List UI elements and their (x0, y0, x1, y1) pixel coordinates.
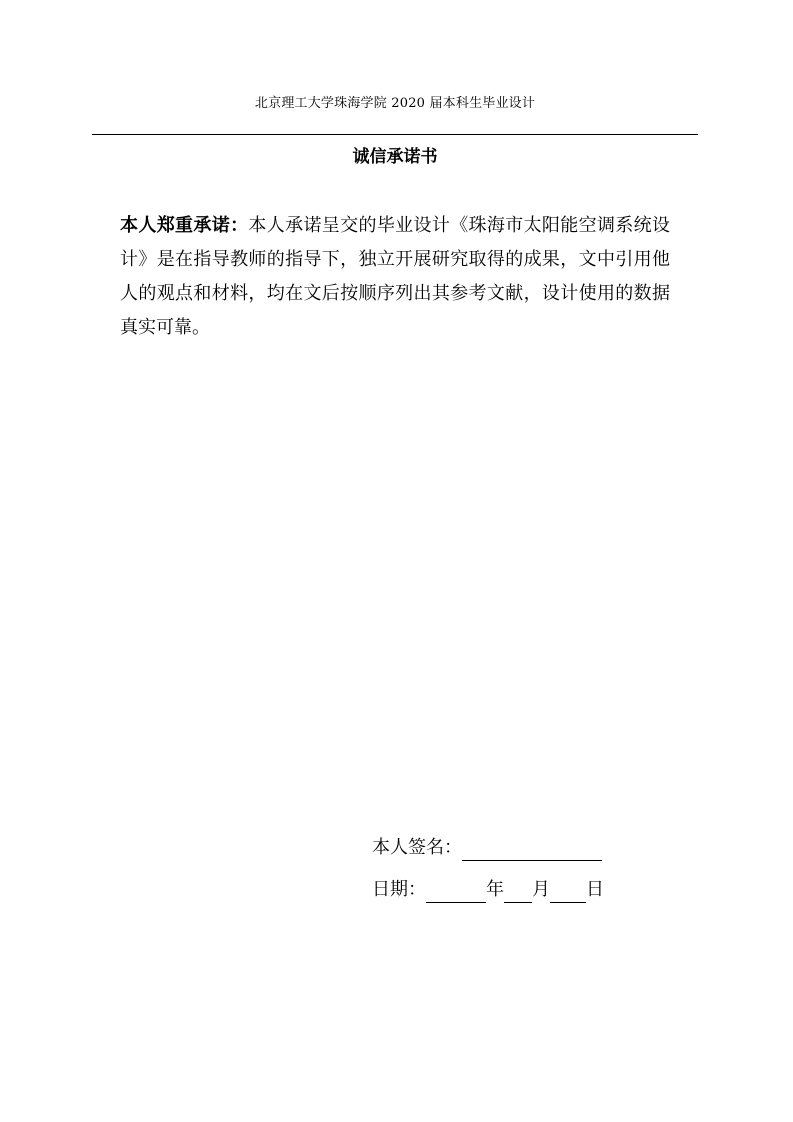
pledge-lead: 本人郑重承诺： (120, 215, 249, 236)
signature-blank (462, 840, 602, 861)
year-blank (426, 882, 486, 903)
month-blank (504, 882, 532, 903)
pledge-body: 本人承诺呈交的毕业设计《珠海市太阳能空调系统设计》是在指导教师的指导下，独立开展研究取得的成果，文中引用他人的观点和材料，均在文后按顺序列出其参考文献，设计使用的数据真实可靠。 (120, 215, 671, 338)
year-label: 年 (486, 879, 504, 900)
day-blank (550, 882, 586, 903)
signature-row (372, 835, 672, 861)
running-header: 北京理工大学珠海学院 2020 届本科生毕业设计 (254, 96, 536, 111)
signature-label: 本人签名： (372, 837, 462, 858)
date-label: 日期： (372, 879, 426, 900)
header-rule (92, 134, 698, 135)
date-row (372, 877, 672, 903)
month-label: 月 (532, 879, 550, 900)
pledge-paragraph (120, 209, 670, 345)
day-label: 日 (586, 879, 604, 900)
signature-block (372, 835, 672, 903)
document-title: 诚信承诺书 (352, 147, 438, 167)
